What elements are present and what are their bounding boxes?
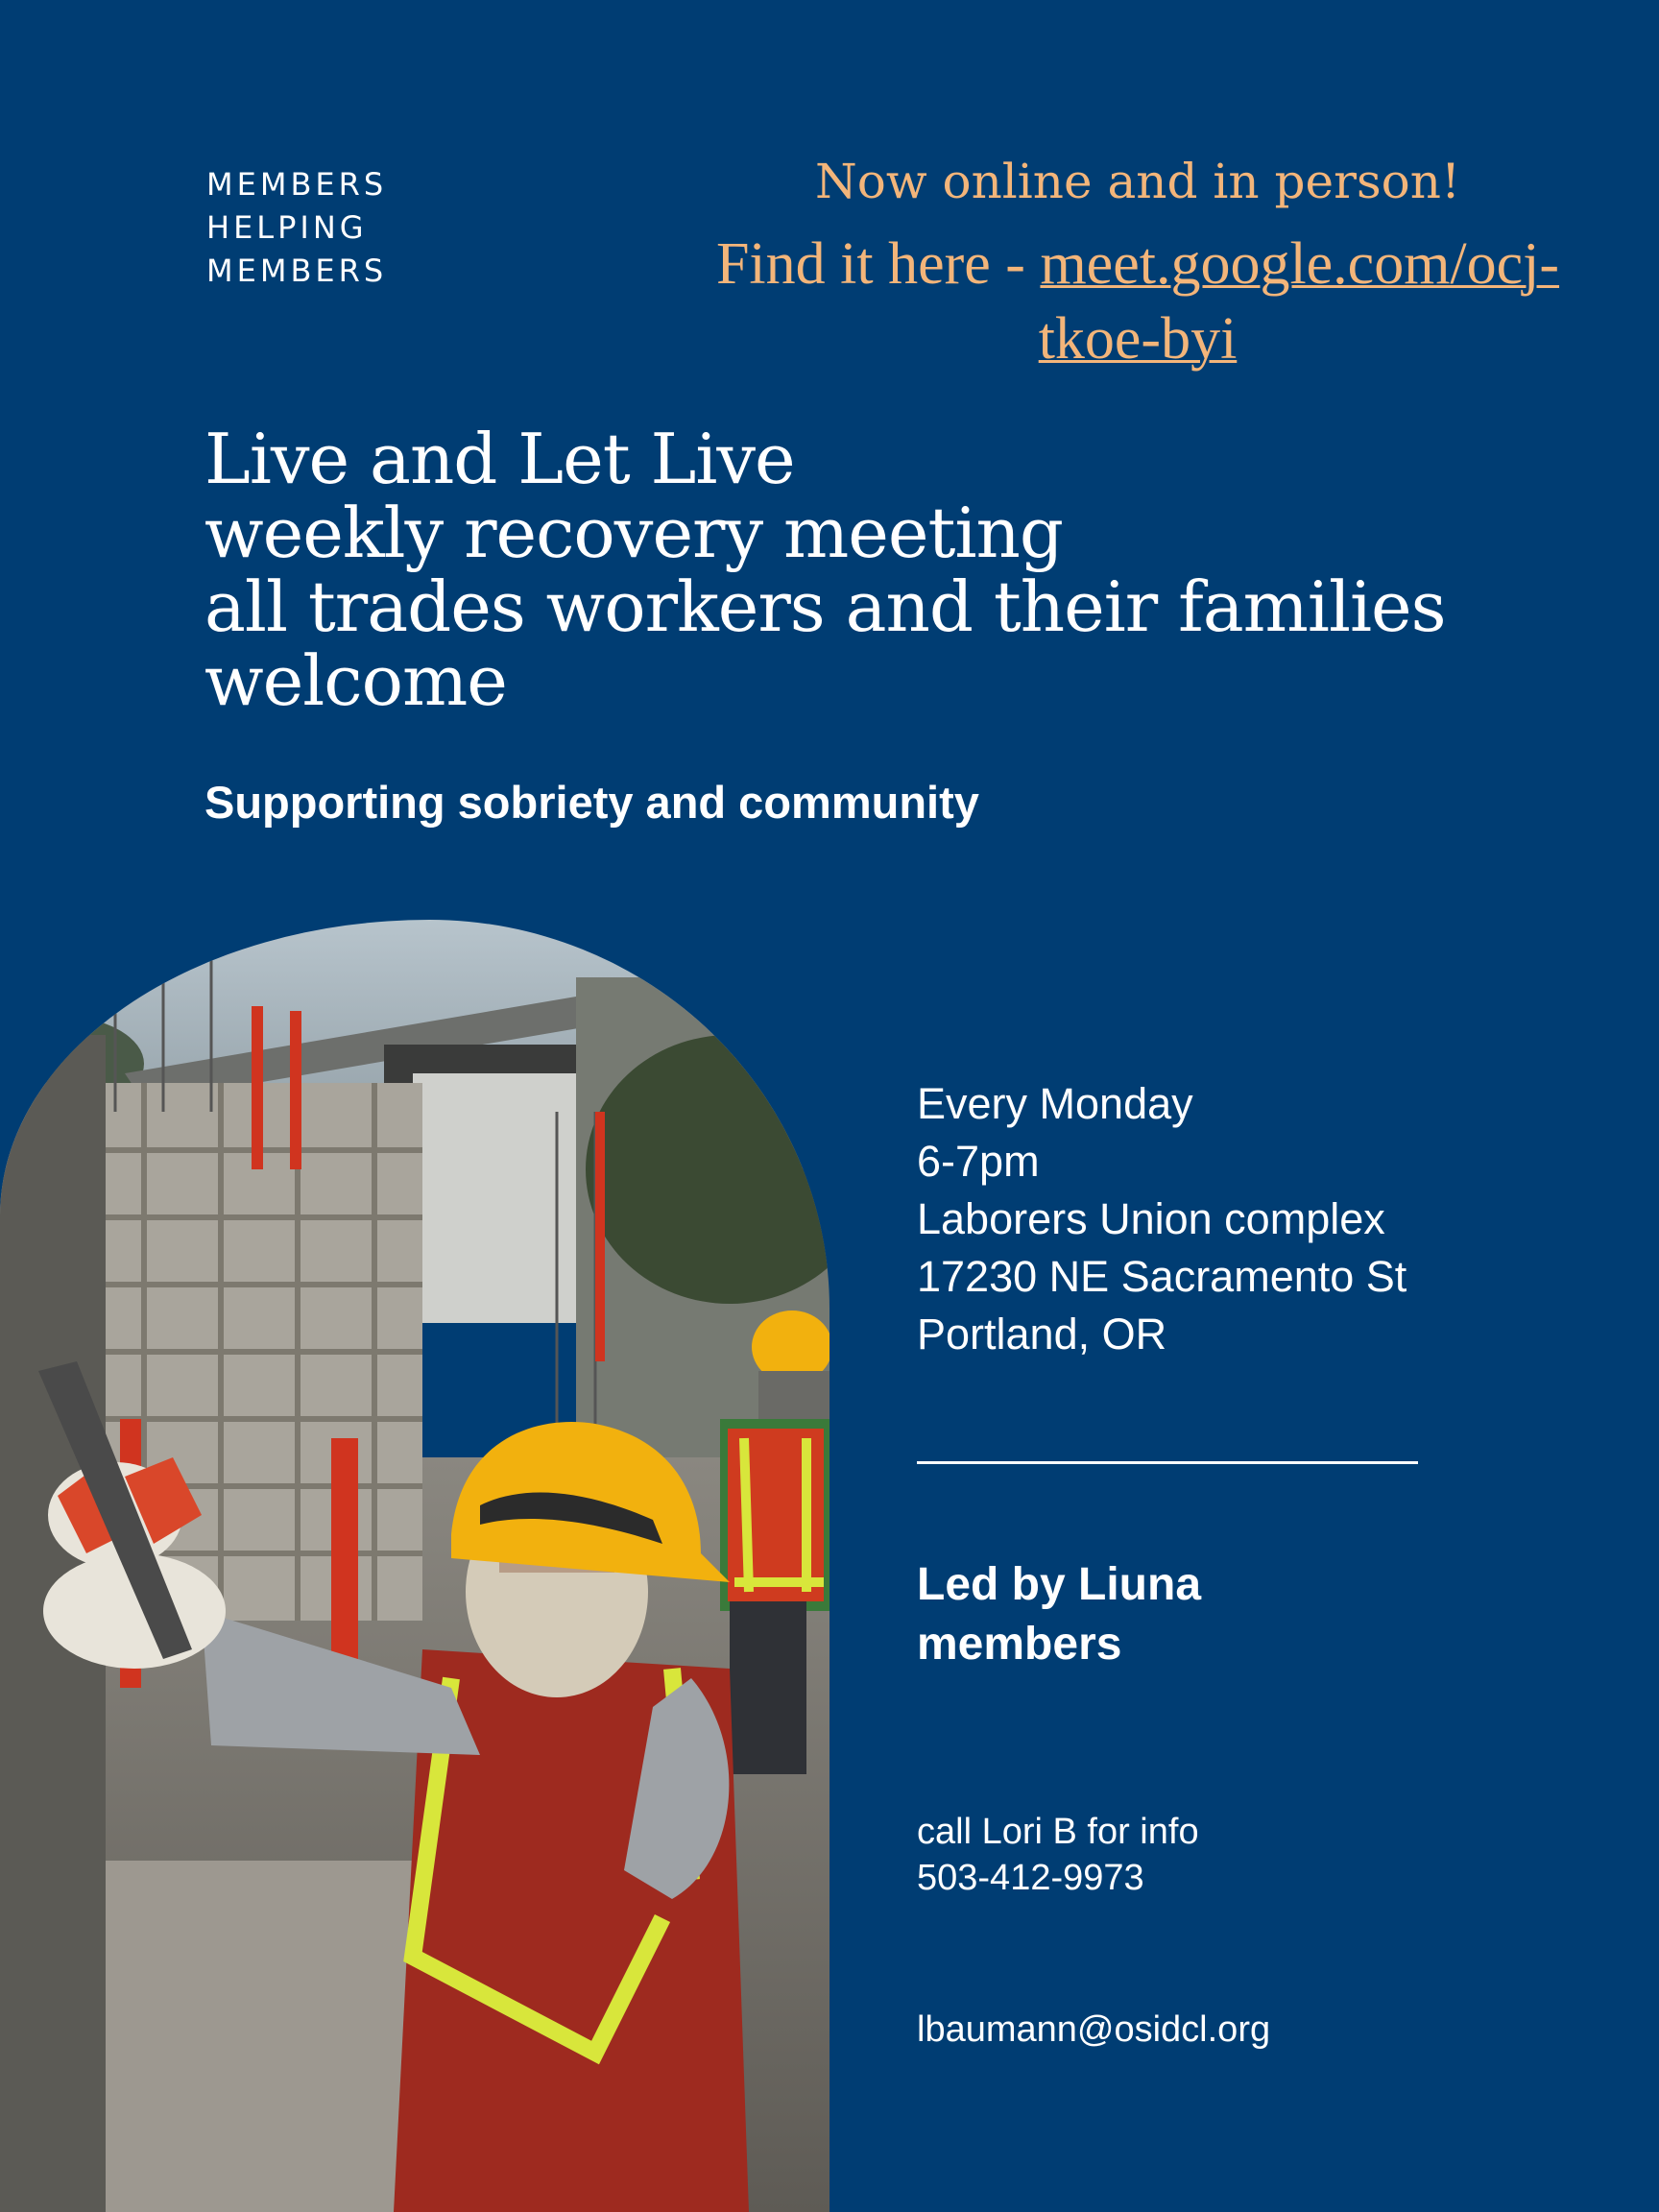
headline-line-4: welcome [204, 640, 507, 721]
meeting-venue: Laborers Union complex [917, 1194, 1385, 1243]
brand-line-2: HELPING [206, 209, 368, 246]
led-by-line-1: Led by Liuna [917, 1559, 1202, 1610]
online-announcement: Now online and in person! [814, 154, 1461, 209]
meeting-link-line [672, 227, 1603, 376]
meeting-link[interactable]: meet.google.com/ocj-tkoe-byi [1038, 231, 1560, 372]
meeting-time: 6-7pm [917, 1137, 1040, 1186]
led-by-line-2: members [917, 1619, 1122, 1670]
meeting-details [917, 1075, 1407, 1363]
tagline: Supporting sobriety and community [204, 777, 979, 828]
contact-call [917, 1809, 1199, 1901]
headline-line-2: weekly recovery meeting [204, 493, 1063, 573]
brand-line-3: MEMBERS [206, 252, 388, 289]
divider [917, 1461, 1418, 1464]
meeting-address: 17230 NE Sacramento St [917, 1252, 1407, 1301]
contact-email[interactable]: lbaumann@osidcl.org [917, 2009, 1271, 2050]
headline-line-3: all trades workers and their families [204, 566, 1446, 647]
call-label: call Lori B for info [917, 1812, 1199, 1852]
construction-workers-photo [0, 920, 830, 2212]
led-by [917, 1555, 1201, 1674]
headline [204, 419, 1549, 721]
phone-number[interactable]: 503-412-9973 [917, 1858, 1144, 1898]
find-prefix: Find it here - [715, 231, 1041, 297]
brand-line-1: MEMBERS [206, 166, 388, 203]
meeting-city: Portland, OR [917, 1310, 1167, 1358]
headline-line-1: Live and Let Live [204, 419, 795, 499]
meeting-day: Every Monday [917, 1079, 1193, 1128]
brand-logo [206, 163, 387, 293]
